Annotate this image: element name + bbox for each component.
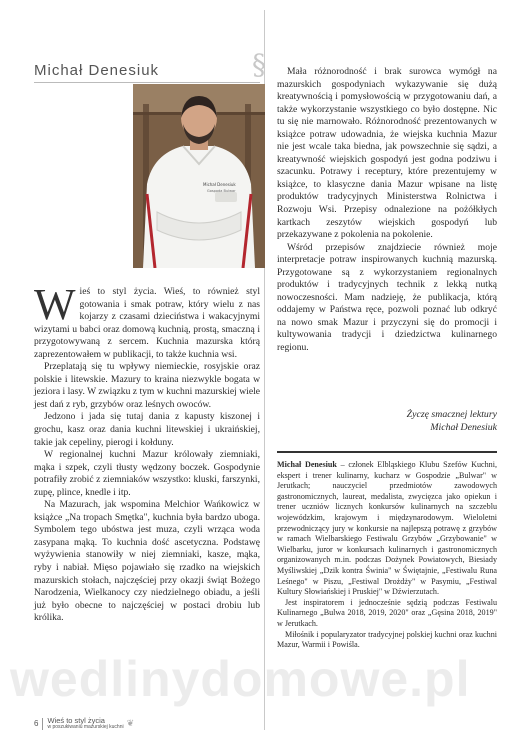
footer-subtitle: w poszukiwaniu mazurskiej kuchni [47, 724, 124, 730]
intro-paragraph-5: Na Mazurach, jak wspomina Melchior Wańkowicz w książce „Na tropach Smętka", kuchnia była bardzo uboga. Symbolem tego ubóstwa jest muza, czyli wrząca woda zasypana mąką. To kuchnia dość ascetyczna. Podstawę wyżywienia stanowiły w niej ziemniaki, kasze, mąka, ryby i nabiał. Mięso pojawiało się rzadko na wiejskich mazurskich stołach, najczęściej przy okazji świąt Bożego Narodzenia, Wielkanocy czy niedzielnego obiadu, a jeśli już było obecne to najczęściej w postaci drobiu lub królika. [34, 499, 260, 624]
site-watermark: wedlinydomowe.pl [10, 651, 471, 707]
drop-cap: W [34, 280, 76, 329]
bio-paragraph-1 [277, 460, 497, 598]
ornament-swirl-icon: § [252, 48, 266, 81]
heading-rule [34, 82, 260, 83]
intro-left-column [34, 280, 260, 625]
bio-rule [277, 451, 497, 453]
footer-ornament-icon: ❦ [126, 718, 135, 728]
intro-paragraph-1-text: ieś to styl życia. Wieś, to również styl gotowania i smak potraw, który wielu z nas kojarzy z czasami dzieciństwa i wakacyjnymi wizytami u babci oraz domową kuchnią, prostą, smaczną i przygotowywaną z sercem. Kuchnia mazurska którą zaprezentowałem w publikacji, to także kuchnia wsi. [34, 286, 260, 360]
page-footer [34, 717, 134, 730]
signature: Michał Denesiuk [430, 422, 497, 433]
bio-name: Michał Denesiuk [277, 460, 337, 469]
author-bio [277, 460, 497, 651]
jacket-logo-text: Gospoda Bulwar [207, 189, 236, 193]
right-paragraph-1: Mała różnorodność i brak surowca wymógł na mazurskich gospodyniach wykazywanie się dużą kreatywnością i pomysłowością w przygotowaniu dań, a także wykorzystanie wszystkiego co było dostępne. Nic tu się nie marnowało. Różnorodność prezentowanych w książce potraw udowadnia, że wiejska kuchnia Mazur nie jest wcale taka biedna, jak powszechnie się sądzi, a kreatywność wiejskich gospodyń jest godna podziwu i szacunku. Potrawy i receptury, które prezentujemy w książce, to klasyczne dania Mazur wpisane na listę produktów tradycyjnych Ministerstwa Rolnictwa i Rozwoju Wsi. Przepisy odnalezione na pożółkłych kartkach zeszytów wiejskich gospodyń lub przekazywane z pokolenia na pokolenie. [277, 66, 497, 241]
chef-portrait-illustration [133, 84, 265, 268]
footer-title: Wieś to styl życia [47, 716, 105, 725]
author-name-heading: Michał Denesiuk [34, 62, 160, 79]
footer-title-block [47, 717, 123, 730]
jacket-name-text: Michał Denesiuk [203, 182, 236, 187]
intro-paragraph-1 [34, 280, 260, 361]
bio-paragraph-2: Jest inspiratorem i jednocześnie sędzią podczas Festiwalu Kulinarnego „Bulwa 2018, 2019, 2020" oraz „Gęsina 2018, 2019" w Jerutkach. [277, 597, 497, 628]
closing-line: Życzę smacznej lektury [406, 409, 497, 420]
chef-portrait-photo [133, 84, 265, 268]
closing-block [277, 408, 497, 434]
intro-paragraph-4: W regionalnej kuchni Mazur królowały ziemniaki, mąka i szpek, czyli tłusty wędzony boczek. Gospodynie potrafiły zrobić z ziemniaków wszystko: kluski, farszynki, zupę, plince, knedle i itp. [34, 449, 260, 498]
bio-paragraph-1-text: – członek Elbląskiego Klubu Szefów Kuchni, ekspert i trener kulinarny, kucharz w Gospodzie „Bulwar" w Jerutkach; nauczyciel przedmiotów zawodowych gastronomicznych, laureat, medalista, zwycięzca jako opiekun i trener uczniów licznych konkursów kulinarnych na szczeblu wojewódzkim, krajowym i międzynarodowym. Wieloletni przewodniczący jury w konkursie na najlepszą potrawę z grzybów w ramach Wielbarskiego Festiwalu Grzybów „Grzybowanie" w Wielbarku, juror w konkursach kulinarnych i gastronomicznych organizowanych m.in. podczas Dożynek Powiatowych, Biesiady Myśliwskiej „Dzik kontra Świnia" w Świętajnie, „Festiwalu Runa Leśnego" w Piszu, „Festiwal Drożdży" w Pasymiu, „Festiwal Kultury Słowiańskiej i Pruskiej" w Dźwierzutach. [277, 460, 497, 597]
page-number: 6 [34, 719, 39, 728]
intro-paragraph-3: Jedzono i jada się tutaj dania z kapusty kiszonej i grochu, kasz oraz dania kuchni litewskiej i ukraińskiej, takie jak cepeliny, pierogi i kołduny. [34, 411, 260, 448]
intro-paragraph-2: Przeplatają się tu wpływy niemieckie, rosyjskie oraz polskie i litewskie. Mazury to kraina niezwykle bogata w jeziora i lasy. W związku z tym w kuchni mazurskiej wiele jest dań z ryb, grzybów oraz leśnych owoców. [34, 361, 260, 410]
footer-separator [42, 718, 43, 730]
intro-right-column [277, 66, 497, 355]
right-paragraph-2: Wśród przepisów znajdziecie również moje interpretacje potraw inspirowanych kuchnią mazurską. Przygotowane są z wykorzystaniem regionalnych produktów i tradycyjnych technik z lekką nutką nowoczesności. Mam nadzieję, że publikacja, którą oddajemy w Państwa ręce, pozwoli poznać lub odkryć na nowo smak Mazur i przyczyni się do promocji i kultywowania tradycji i dziedzictwa kulinarnego regionu. [277, 241, 497, 354]
bio-paragraph-3: Miłośnik i popularyzator tradycyjnej polskiej kuchni oraz kuchni Mazur, Warmii i Powiśla. [277, 629, 497, 650]
